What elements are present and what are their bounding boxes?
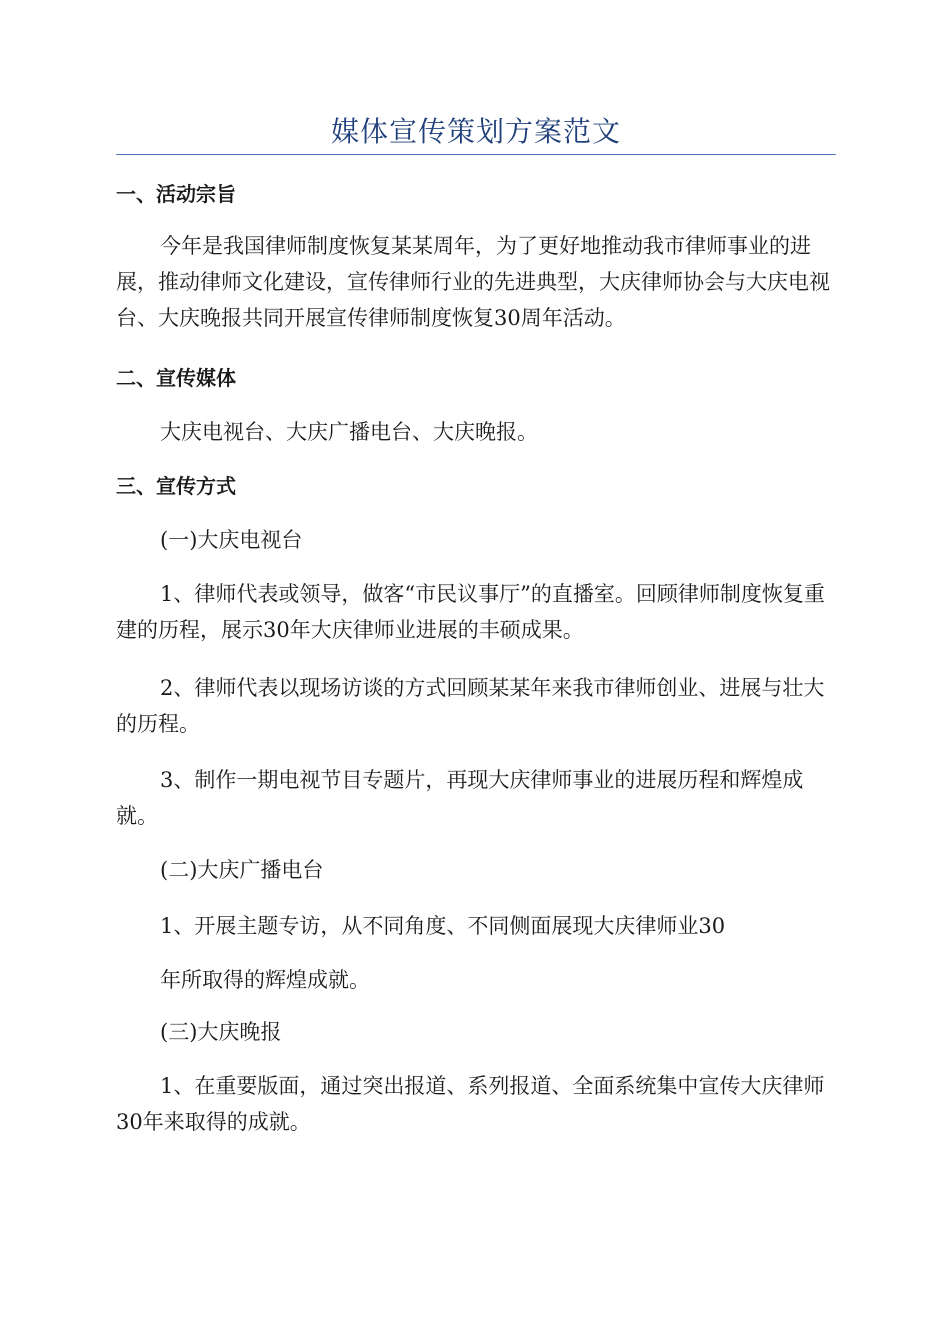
- paragraph-purpose: 今年是我国律师制度恢复某某周年，为了更好地推动我市律师事业的进展，推动律师文化建设，宣传律师行业的先进典型，大庆律师协会与大庆电视台、大庆晚报共同开展宣传律师制度恢复30周年活动。: [116, 234, 830, 330]
- paragraph-media: 大庆电视台、大庆广播电台、大庆晚报。: [160, 420, 538, 444]
- list-item-radio-1-line2: 年所取得的辉煌成就。: [160, 968, 370, 992]
- subheading-evening-news: (三)大庆晚报: [160, 1020, 282, 1044]
- section-heading-purpose: 一、活动宗旨: [116, 182, 236, 206]
- document-title: 媒体宣传策划方案范文: [330, 115, 621, 148]
- title-underline: [116, 154, 836, 155]
- list-item-news-1: 1、在重要版面，通过突出报道、系列报道、全面系统集中宣传大庆律师30年来取得的成就。: [116, 1074, 825, 1134]
- list-item-tv-1: 1、律师代表或领导，做客“市民议事厅”的直播室。回顾律师制度恢复重建的历程，展示30年大庆律师业进展的丰硕成果。: [116, 582, 825, 642]
- list-item-tv-3: 3、制作一期电视节目专题片，再现大庆律师事业的进展历程和辉煌成就。: [116, 768, 804, 828]
- list-item-tv-2: 2、律师代表以现场访谈的方式回顾某某年来我市律师创业、进展与壮大的历程。: [116, 676, 825, 736]
- subheading-tv-station: (一)大庆电视台: [160, 528, 303, 552]
- section-heading-media: 二、宣传媒体: [116, 366, 236, 390]
- subheading-radio-station: (二)大庆广播电台: [160, 858, 324, 882]
- section-heading-methods: 三、宣传方式: [116, 474, 236, 498]
- list-item-radio-1-line1: 1、开展主题专访，从不同角度、不同侧面展现大庆律师业30: [160, 914, 726, 938]
